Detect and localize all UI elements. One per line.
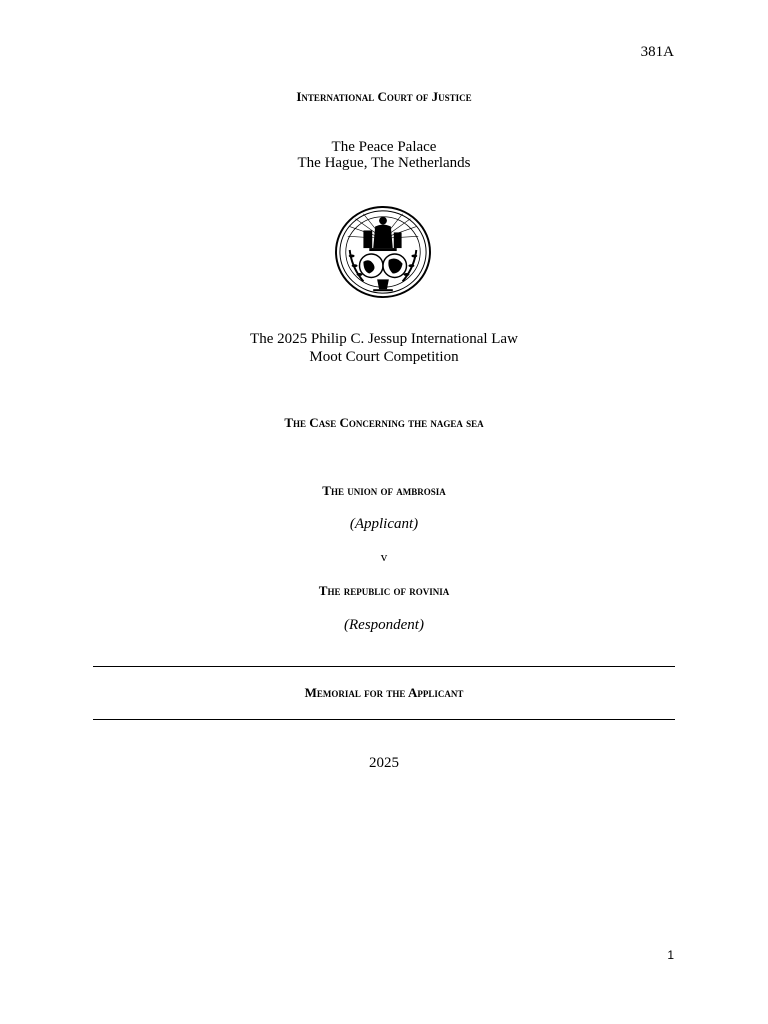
document-year: 2025 bbox=[369, 755, 399, 771]
location-line-2: The Hague, The Netherlands bbox=[297, 155, 471, 171]
icj-seal-icon bbox=[334, 205, 432, 299]
location-line-1: The Peace Palace bbox=[331, 139, 437, 155]
versus: v bbox=[380, 549, 388, 564]
applicant-name: The union of ambrosia bbox=[322, 483, 446, 498]
top-rule bbox=[93, 666, 675, 667]
document-title: Memorial for the Applicant bbox=[304, 685, 464, 700]
bottom-rule bbox=[93, 719, 675, 720]
respondent-name: The republic of rovinia bbox=[318, 583, 450, 598]
competition-line-1: The 2025 Philip C. Jessup International Law bbox=[250, 331, 518, 347]
case-title: The Case Concerning the nagea sea bbox=[284, 415, 484, 430]
competition-line-2: Moot Court Competition bbox=[309, 349, 459, 365]
respondent-role: (Respondent) bbox=[344, 617, 424, 633]
applicant-role: (Applicant) bbox=[349, 516, 419, 532]
team-number: 381A bbox=[640, 44, 674, 60]
court-name: International Court of Justice bbox=[296, 89, 472, 104]
page-number: 1 bbox=[667, 948, 674, 962]
